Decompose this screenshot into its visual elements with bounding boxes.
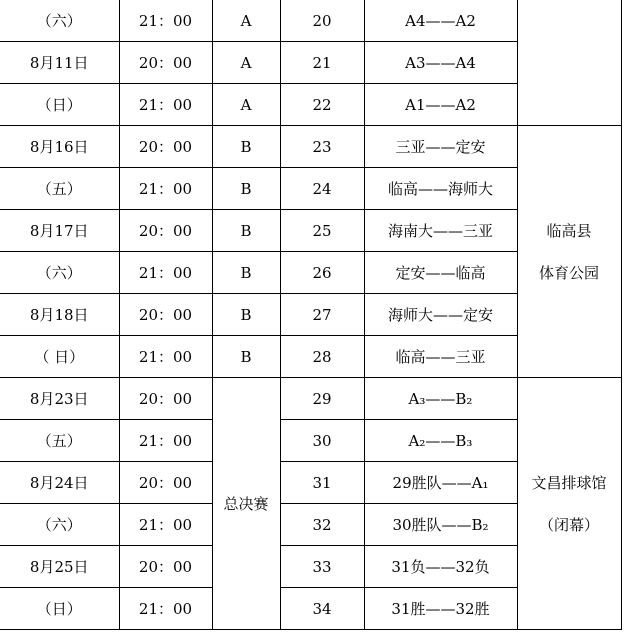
time-cell: 21：00 — [119, 504, 212, 546]
date-cell: （六） — [0, 252, 119, 294]
group-cell: A — [212, 0, 280, 42]
date-cell: （五） — [0, 420, 119, 462]
matchup-cell: 临高——三亚 — [364, 336, 517, 378]
time-cell: 20：00 — [119, 294, 212, 336]
venue-line: 临高县 — [546, 221, 592, 240]
date-cell: 8月16日 — [0, 126, 119, 168]
stage-cell-final: 总决赛 — [212, 378, 280, 630]
match-number-cell: 22 — [280, 84, 364, 126]
time-cell: 20：00 — [119, 546, 212, 588]
match-number-cell: 30 — [280, 420, 364, 462]
matchup-cell: A1——A2 — [364, 84, 517, 126]
group-cell: A — [212, 42, 280, 84]
date-cell: （五） — [0, 168, 119, 210]
date-cell: （六） — [0, 0, 119, 42]
group-cell: A — [212, 84, 280, 126]
matchup-cell: A4——A2 — [364, 0, 517, 42]
table-row — [0, 126, 621, 168]
match-number-cell: 23 — [280, 126, 364, 168]
venue-line: （闭幕） — [538, 515, 599, 534]
match-number-cell: 28 — [280, 336, 364, 378]
match-number-cell: 32 — [280, 504, 364, 546]
date-cell: 8月18日 — [0, 294, 119, 336]
group-cell: B — [212, 336, 280, 378]
date-cell: （日） — [0, 588, 119, 630]
time-cell: 21：00 — [119, 336, 212, 378]
time-cell: 20：00 — [119, 462, 212, 504]
time-cell: 20：00 — [119, 42, 212, 84]
matchup-cell: A₂——B₃ — [364, 420, 517, 462]
page-edge-rule — [621, 0, 622, 330]
group-cell: B — [212, 294, 280, 336]
time-cell: 21：00 — [119, 588, 212, 630]
match-number-cell: 25 — [280, 210, 364, 252]
match-number-cell: 33 — [280, 546, 364, 588]
matchup-cell: 海南大——三亚 — [364, 210, 517, 252]
date-cell: 8月23日 — [0, 378, 119, 420]
date-cell: 8月17日 — [0, 210, 119, 252]
time-cell: 21：00 — [119, 84, 212, 126]
time-cell: 21：00 — [119, 420, 212, 462]
matchup-cell: 海师大——定安 — [364, 294, 517, 336]
match-number-cell: 29 — [280, 378, 364, 420]
venue-cell-wenchang — [517, 378, 621, 630]
venue-cell-empty — [517, 0, 621, 126]
time-cell: 20：00 — [119, 378, 212, 420]
match-number-cell: 34 — [280, 588, 364, 630]
matchup-cell: 31胜——32胜 — [364, 588, 517, 630]
date-cell: 8月11日 — [0, 42, 119, 84]
match-number-cell: 24 — [280, 168, 364, 210]
matchup-cell: 29胜队——A₁ — [364, 462, 517, 504]
matchup-cell: 定安——临高 — [364, 252, 517, 294]
match-number-cell: 31 — [280, 462, 364, 504]
time-cell: 20：00 — [119, 126, 212, 168]
venue-cell-lingao — [517, 126, 621, 378]
match-number-cell: 20 — [280, 0, 364, 42]
matchup-cell: 30胜队——B₂ — [364, 504, 517, 546]
group-cell: B — [212, 252, 280, 294]
time-cell: 21：00 — [119, 168, 212, 210]
date-cell: （六） — [0, 504, 119, 546]
matchup-cell: 三亚——定安 — [364, 126, 517, 168]
match-number-cell: 27 — [280, 294, 364, 336]
time-cell: 20：00 — [119, 210, 212, 252]
group-cell: B — [212, 210, 280, 252]
table-row — [0, 0, 621, 42]
venue-line: 文昌排球馆 — [531, 473, 607, 492]
group-cell: B — [212, 126, 280, 168]
matchup-cell: A₃——B₂ — [364, 378, 517, 420]
date-cell: 8月24日 — [0, 462, 119, 504]
group-cell: B — [212, 168, 280, 210]
table-row — [0, 378, 621, 420]
match-number-cell: 21 — [280, 42, 364, 84]
match-number-cell: 26 — [280, 252, 364, 294]
time-cell: 21：00 — [119, 0, 212, 42]
date-cell: 8月25日 — [0, 546, 119, 588]
matchup-cell: 临高——海师大 — [364, 168, 517, 210]
venue-line: 体育公园 — [538, 263, 599, 282]
matchup-cell: 31负——32负 — [364, 546, 517, 588]
matchup-cell: A3——A4 — [364, 42, 517, 84]
time-cell: 21：00 — [119, 252, 212, 294]
date-cell: （日） — [0, 84, 119, 126]
date-cell: （ 日） — [0, 336, 119, 378]
